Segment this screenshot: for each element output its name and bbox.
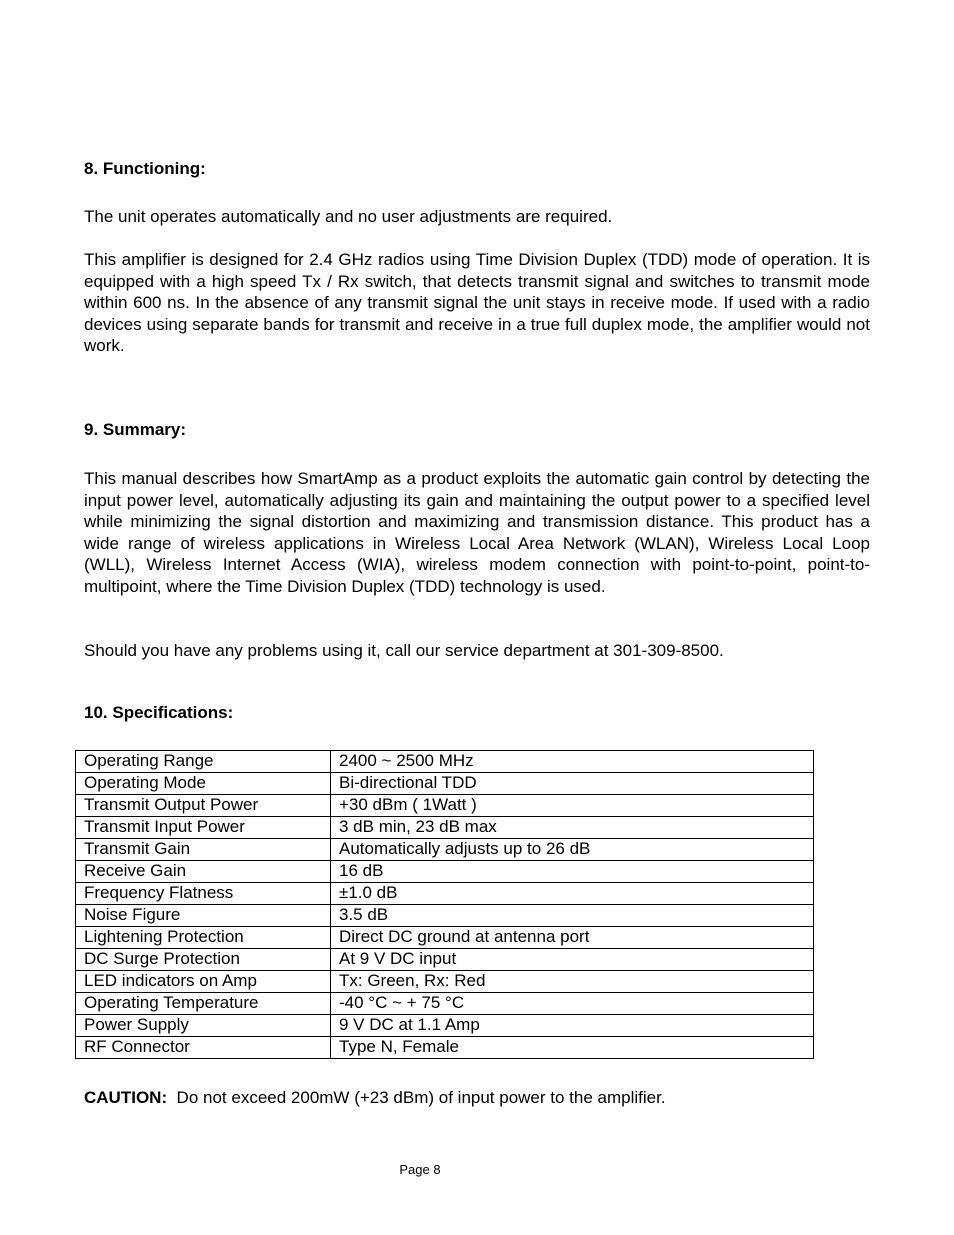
spec-label-cell: DC Surge Protection <box>76 949 331 971</box>
spec-label-cell: Operating Mode <box>76 773 331 795</box>
spec-value-cell: ±1.0 dB <box>331 883 814 905</box>
table-row <box>76 883 814 905</box>
spec-value-cell: Direct DC ground at antenna port <box>331 927 814 949</box>
spec-label-cell: Receive Gain <box>76 861 331 883</box>
section-heading-summary: 9. Summary: <box>84 420 187 439</box>
spec-label-cell: Noise Figure <box>76 905 331 927</box>
caution-note <box>84 1087 666 1109</box>
spec-value-cell: At 9 V DC input <box>331 949 814 971</box>
spec-label-cell: Lightening Protection <box>76 927 331 949</box>
table-row <box>76 795 814 817</box>
spec-value-cell: Tx: Green, Rx: Red <box>331 971 814 993</box>
table-row <box>76 839 814 861</box>
table-row <box>76 817 814 839</box>
spec-label-cell: Frequency Flatness <box>76 883 331 905</box>
table-row <box>76 971 814 993</box>
spec-label-cell: Transmit Input Power <box>76 817 331 839</box>
spec-label-cell: Power Supply <box>76 1015 331 1037</box>
spec-value-cell: 3 dB min, 23 dB max <box>331 817 814 839</box>
table-row <box>76 993 814 1015</box>
page-number: Page 8 <box>399 1162 441 1177</box>
spec-value-cell: 9 V DC at 1.1 Amp <box>331 1015 814 1037</box>
table-row <box>76 949 814 971</box>
spec-label-cell: Transmit Output Power <box>76 795 331 817</box>
spec-value-cell: Type N, Female <box>331 1037 814 1059</box>
spec-value-cell: Automatically adjusts up to 26 dB <box>331 839 814 861</box>
specifications-table <box>75 750 814 1059</box>
summary-paragraph-2: Should you have any problems using it, call our service department at 301-309-8500. <box>84 641 724 660</box>
summary-paragraph-1: This manual describes how SmartAmp as a product exploits the automatic gain control by detecting the input power level, automatically adjusting its gain and maintaining the output power to a specified level while minimizing the signal distortion and maximizing and transmission distance. This product has a wide range of wireless applications in Wireless Local Area Network (WLAN), Wireless Local Loop (WLL), Wireless Internet Access (WIA), wireless modem connection with point-to-point, point-to-multipoint, where the Time Division Duplex (TDD) technology is used. <box>84 469 870 596</box>
spec-label-cell: Operating Temperature <box>76 993 331 1015</box>
table-row <box>76 773 814 795</box>
spec-value-cell: 16 dB <box>331 861 814 883</box>
spec-value-cell: -40 °C ~ + 75 °C <box>331 993 814 1015</box>
table-row <box>76 861 814 883</box>
spec-value-cell: +30 dBm ( 1Watt ) <box>331 795 814 817</box>
spec-label-cell: Operating Range <box>76 751 331 773</box>
spec-value-cell: 2400 ~ 2500 MHz <box>331 751 814 773</box>
spec-label-cell: LED indicators on Amp <box>76 971 331 993</box>
functioning-paragraph-1: The unit operates automatically and no user adjustments are required. <box>84 207 613 226</box>
specifications-table-body <box>76 751 814 1059</box>
table-row <box>76 905 814 927</box>
section-heading-functioning: 8. Functioning: <box>84 159 206 178</box>
caution-label: CAUTION: <box>84 1088 168 1107</box>
table-row <box>76 1037 814 1059</box>
spec-value-cell: Bi-directional TDD <box>331 773 814 795</box>
table-row <box>76 1015 814 1037</box>
table-row <box>76 751 814 773</box>
table-row <box>76 927 814 949</box>
functioning-paragraph-2: This amplifier is designed for 2.4 GHz radios using Time Division Duplex (TDD) mode of operation. It is equipped with a high speed Tx / Rx switch, that detects transmit signal and switches to transmit mode within 600 ns. In the absence of any transmit signal the unit stays in receive mode. If used with a radio devices using separate bands for transmit and receive in a true full duplex mode, the amplifier would not work. <box>84 250 870 356</box>
spec-label-cell: Transmit Gain <box>76 839 331 861</box>
section-heading-specifications: 10. Specifications: <box>84 703 234 722</box>
spec-value-cell: 3.5 dB <box>331 905 814 927</box>
spec-label-cell: RF Connector <box>76 1037 331 1059</box>
caution-text: Do not exceed 200mW (+23 dBm) of input power to the amplifier. <box>167 1088 666 1107</box>
